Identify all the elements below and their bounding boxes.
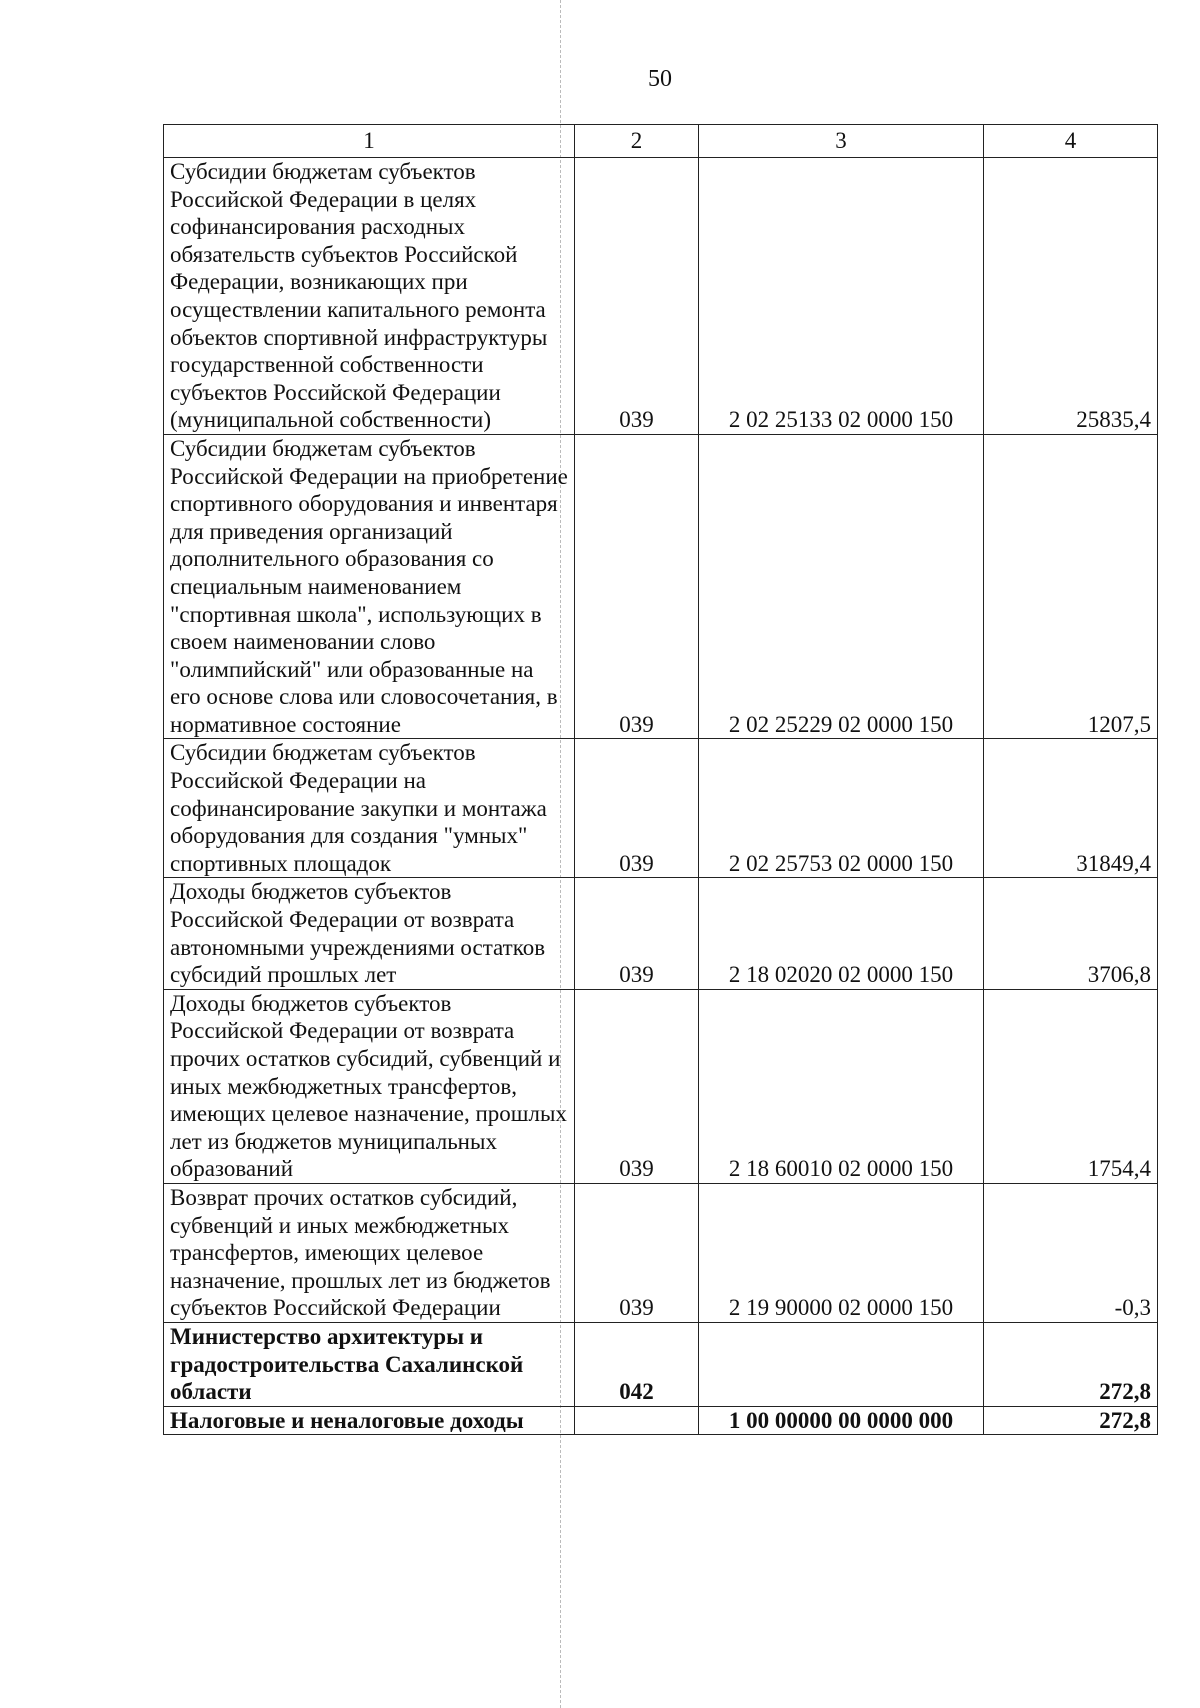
table-row-ministry	[164, 1322, 1158, 1406]
column-header-admin: 2	[575, 125, 699, 158]
row-admin-code: 039	[575, 434, 699, 739]
row-admin-code	[575, 1406, 699, 1435]
column-header-description: 1	[164, 125, 575, 158]
column-header-amount: 4	[984, 125, 1158, 158]
table-row-subtotal	[164, 1406, 1158, 1435]
row-budget-code: 1 00 00000 00 0000 000	[699, 1406, 984, 1435]
row-budget-code: 2 02 25133 02 0000 150	[699, 158, 984, 435]
row-budget-code: 2 02 25753 02 0000 150	[699, 739, 984, 878]
row-amount: 272,8	[984, 1406, 1158, 1435]
row-description: Возврат прочих остатков субсидий, субвенций и иных межбюджетных трансфертов, имеющих целевое назначение, прошлых лет из бюджетов субъектов Российской Федерации	[164, 1183, 575, 1322]
row-description: Субсидии бюджетам субъектов Российской Федерации на приобретение спортивного оборудования и инвентаря для приведения организаций дополнительного образования со специальным наименованием "спортивная школа", использующих в своем наименовании слово "олимпийский" или образованные на его основе слова или словосочетания, в нормативное состояние	[164, 434, 575, 739]
row-budget-code: 2 18 60010 02 0000 150	[699, 989, 984, 1183]
row-description: Министерство архитектуры и градостроительства Сахалинской области	[164, 1322, 575, 1406]
row-description: Субсидии бюджетам субъектов Российской Федерации на софинансирование закупки и монтажа оборудования для создания "умных" спортивных площадок	[164, 739, 575, 878]
budget-revenue-table	[163, 124, 1158, 1435]
row-admin-code: 039	[575, 878, 699, 989]
row-admin-code: 039	[575, 989, 699, 1183]
row-budget-code: 2 19 90000 02 0000 150	[699, 1183, 984, 1322]
row-admin-code: 039	[575, 739, 699, 878]
row-admin-code: 039	[575, 1183, 699, 1322]
table-header-row	[164, 125, 1158, 158]
row-amount: 3706,8	[984, 878, 1158, 989]
row-amount: 1754,4	[984, 989, 1158, 1183]
row-budget-code: 2 18 02020 02 0000 150	[699, 878, 984, 989]
table-row	[164, 434, 1158, 739]
row-admin-code: 042	[575, 1322, 699, 1406]
table-row	[164, 739, 1158, 878]
row-description: Доходы бюджетов субъектов Российской Федерации от возврата прочих остатков субсидий, субвенций и иных межбюджетных трансфертов, имеющих целевое назначение, прошлых лет из бюджетов муниципальных образований	[164, 989, 575, 1183]
row-budget-code: 2 02 25229 02 0000 150	[699, 434, 984, 739]
table-row	[164, 878, 1158, 989]
row-amount: 25835,4	[984, 158, 1158, 435]
row-amount: 1207,5	[984, 434, 1158, 739]
row-description: Субсидии бюджетам субъектов Российской Федерации в целях софинансирования расходных обязательств субъектов Российской Федерации, возникающих при осуществлении капитального ремонта объектов спортивной инфраструктуры государственной собственности субъектов Российской Федерации (муниципальной собственности)	[164, 158, 575, 435]
row-amount: -0,3	[984, 1183, 1158, 1322]
row-admin-code: 039	[575, 158, 699, 435]
table-row	[164, 989, 1158, 1183]
column-header-code: 3	[699, 125, 984, 158]
page-number: 50	[648, 66, 672, 92]
row-amount: 31849,4	[984, 739, 1158, 878]
row-amount: 272,8	[984, 1322, 1158, 1406]
table-row	[164, 158, 1158, 435]
row-budget-code	[699, 1322, 984, 1406]
row-description: Налоговые и неналоговые доходы	[164, 1406, 575, 1435]
row-description: Доходы бюджетов субъектов Российской Федерации от возврата автономными учреждениями остатков субсидий прошлых лет	[164, 878, 575, 989]
table-row	[164, 1183, 1158, 1322]
